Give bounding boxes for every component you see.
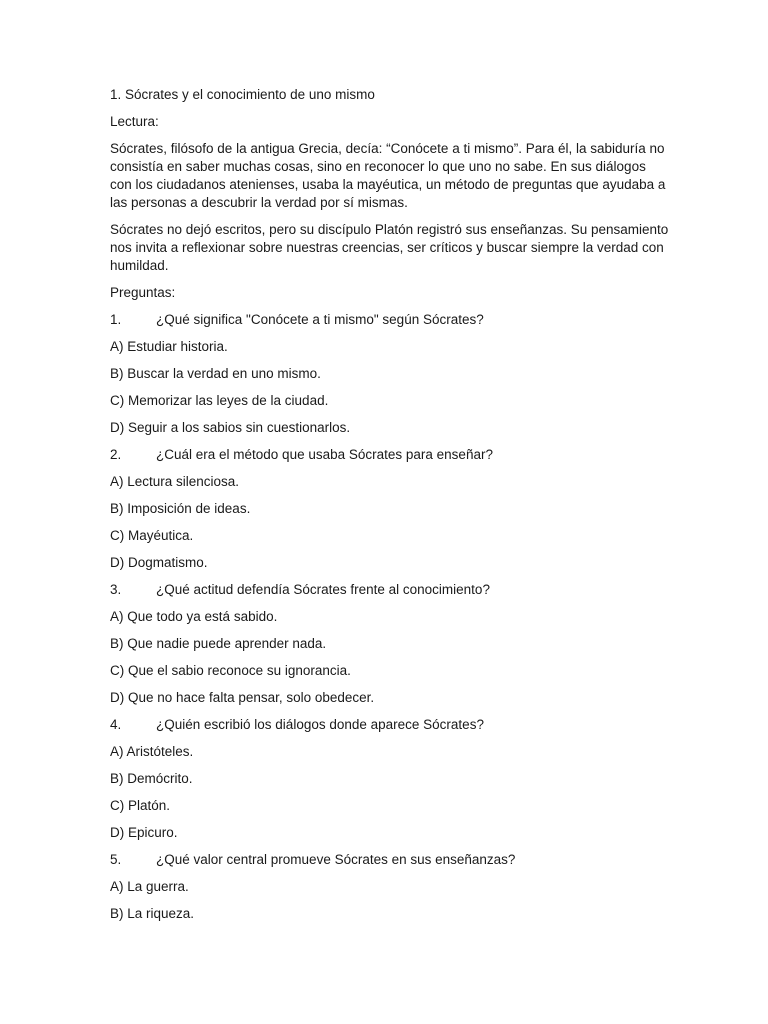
question-3-option-b: B) Que nadie puede aprender nada. <box>110 636 327 651</box>
question-number: 1. <box>110 312 122 327</box>
question-1-option-c: C) Memorizar las leyes de la ciudad. <box>110 393 329 408</box>
question-2-option-c: C) Mayéutica. <box>110 528 194 543</box>
document-page <box>110 86 670 932</box>
question-text: ¿Cuál era el método que usaba Sócrates para enseñar? <box>156 447 493 462</box>
question-1 <box>110 311 670 329</box>
question-text: ¿Quién escribió los diálogos donde aparece Sócrates? <box>156 717 484 732</box>
question-4-option-b: B) Demócrito. <box>110 771 193 786</box>
question-3 <box>110 581 670 599</box>
question-number: 5. <box>110 852 122 867</box>
question-text: ¿Qué actitud defendía Sócrates frente al conocimiento? <box>156 582 490 597</box>
question-number: 2. <box>110 447 122 462</box>
question-2-option-a: A) Lectura silenciosa. <box>110 474 240 489</box>
question-1-option-b: B) Buscar la verdad en uno mismo. <box>110 366 321 381</box>
question-5 <box>110 851 670 869</box>
question-number: 4. <box>110 717 122 732</box>
reading-paragraph-2: Sócrates no dejó escritos, pero su discípulo Platón registró sus enseñanzas. Su pensamiento nos invita a reflexionar sobre nuestras creencias, ser críticos y buscar siempre la verdad con humildad. <box>110 222 669 273</box>
reading-paragraph-1: Sócrates, filósofo de la antigua Grecia, decía: “Conócete a ti mismo”. Para él, la sabiduría no consistía en saber muchas cosas, sino en reconocer lo que uno no sabe. En sus diálogos con los ciudadanos atenienses, usaba la mayéutica, un método de preguntas que ayudaba a las personas a descubrir la verdad por sí mismas. <box>110 141 666 210</box>
document-title: 1. Sócrates y el conocimiento de uno mismo <box>110 87 375 102</box>
question-5-option-b: B) La riqueza. <box>110 906 195 921</box>
question-4-option-a: A) Aristóteles. <box>110 744 194 759</box>
question-3-option-a: A) Que todo ya está sabido. <box>110 609 278 624</box>
reading-label: Lectura: <box>110 114 159 129</box>
question-2-option-d: D) Dogmatismo. <box>110 555 208 570</box>
question-text: ¿Qué significa "Conócete a ti mismo" según Sócrates? <box>156 312 484 327</box>
question-3-option-d: D) Que no hace falta pensar, solo obedecer. <box>110 690 375 705</box>
question-1-option-a: A) Estudiar historia. <box>110 339 228 354</box>
question-text: ¿Qué valor central promueve Sócrates en sus enseñanzas? <box>156 852 516 867</box>
questions-label: Preguntas: <box>110 285 176 300</box>
question-2-option-b: B) Imposición de ideas. <box>110 501 251 516</box>
question-4 <box>110 716 670 734</box>
question-1-option-d: D) Seguir a los sabios sin cuestionarlos. <box>110 420 351 435</box>
question-4-option-d: D) Epicuro. <box>110 825 178 840</box>
question-2 <box>110 446 670 464</box>
question-4-option-c: C) Platón. <box>110 798 171 813</box>
question-number: 3. <box>110 582 122 597</box>
question-3-option-c: C) Que el sabio reconoce su ignorancia. <box>110 663 351 678</box>
question-5-option-a: A) La guerra. <box>110 879 189 894</box>
